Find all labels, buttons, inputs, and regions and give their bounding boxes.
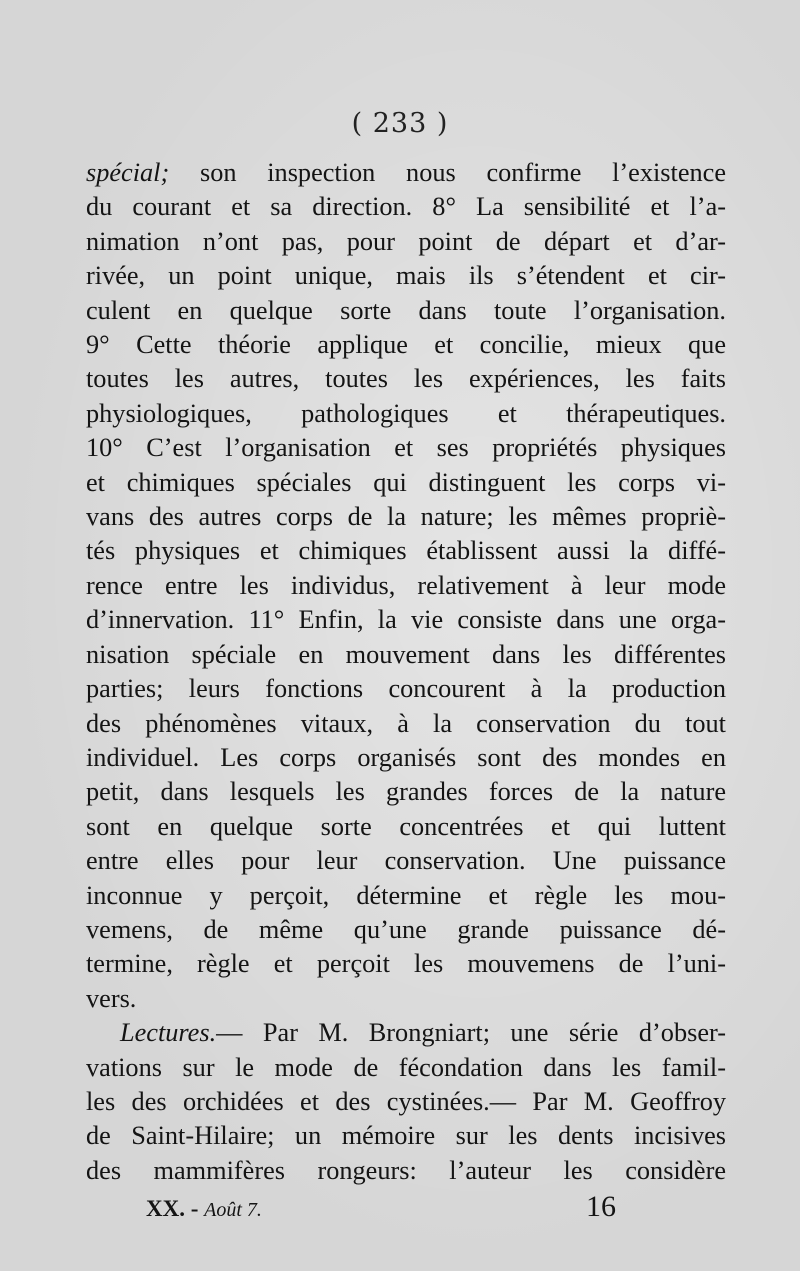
text-line: vations sur le mode de fécondation dans les famil- xyxy=(86,1052,726,1082)
text-line: petit, dans lesquels les grandes forces de la nature xyxy=(86,777,726,807)
signature-mark: 16 xyxy=(586,1190,616,1223)
text-line: parties; leurs fonctions concourent à la production xyxy=(86,674,726,704)
text-line: des mammifères rongeurs: l’auteur les considère xyxy=(86,1155,726,1185)
text-line: d’innervation. 11° Enfin, la vie consiste dans une orga- xyxy=(86,605,726,635)
text-line: les des orchidées et des cystinées.— Par M. Geoffroy xyxy=(86,1086,726,1116)
text-line: et chimiques spéciales qui distinguent les corps vi- xyxy=(86,467,726,497)
text-line: rence entre les individus, relativement à leur mode xyxy=(86,570,726,600)
text-line: vans des autres corps de la nature; les mêmes propriè- xyxy=(86,502,726,532)
text-line: termine, règle et perçoit les mouvemens de l’uni- xyxy=(86,949,726,979)
text-line: nimation n’ont pas, pour point de départ et d’ar- xyxy=(86,226,726,256)
text-line: culent en quelque sorte dans toute l’organisation. xyxy=(86,295,726,325)
text-line: 10° C’est l’organisation et ses propriétés physiques xyxy=(86,433,726,463)
footer-date: Août 7. xyxy=(204,1199,262,1221)
text-line: individuel. Les corps organisés sont des mondes en xyxy=(86,742,726,772)
text-line: nisation spéciale en mouvement dans les différentes xyxy=(86,639,726,669)
body-text xyxy=(86,156,726,1188)
text-line: entre elles pour leur conservation. Une puissance xyxy=(86,846,726,876)
text-line: des phénomènes vitaux, à la conservation du tout xyxy=(86,708,726,738)
page-footer xyxy=(146,1190,616,1223)
text-line: 9° Cette théorie applique et concilie, mieux que xyxy=(86,330,726,360)
italic-lead: spécial; xyxy=(86,158,170,187)
text-line: vemens, de même qu’une grande puissance dé- xyxy=(86,914,726,944)
text-line: sont en quelque sorte concentrées et qui luttent xyxy=(86,811,726,841)
italic-lead: Lectures. xyxy=(120,1018,217,1048)
text-line: du courant et sa direction. 8° La sensibilité et l’a- xyxy=(86,192,726,222)
text-line: tés physiques et chimiques établissent aussi la diffé- xyxy=(86,536,726,566)
text-line: Lectures.— Par M. Brongniart; une série d’obser- xyxy=(120,1018,726,1048)
text-line: spécial; son inspection nous confirme l’existence xyxy=(86,158,726,187)
volume-mark: XX. - xyxy=(146,1196,199,1221)
text-line: de Saint-Hilaire; un mémoire sur les dents incisives xyxy=(86,1121,726,1151)
text-line: rivée, un point unique, mais ils s’étendent et cir- xyxy=(86,261,726,291)
text-line: inconnue y perçoit, détermine et règle les mou- xyxy=(86,880,726,910)
text-line: vers. xyxy=(86,983,137,1013)
text-line: physiologiques, pathologiques et thérapeutiques. xyxy=(86,398,726,428)
page-number: ( 233 ) xyxy=(351,108,449,139)
text-line: toutes les autres, toutes les expériences, les faits xyxy=(86,364,726,394)
